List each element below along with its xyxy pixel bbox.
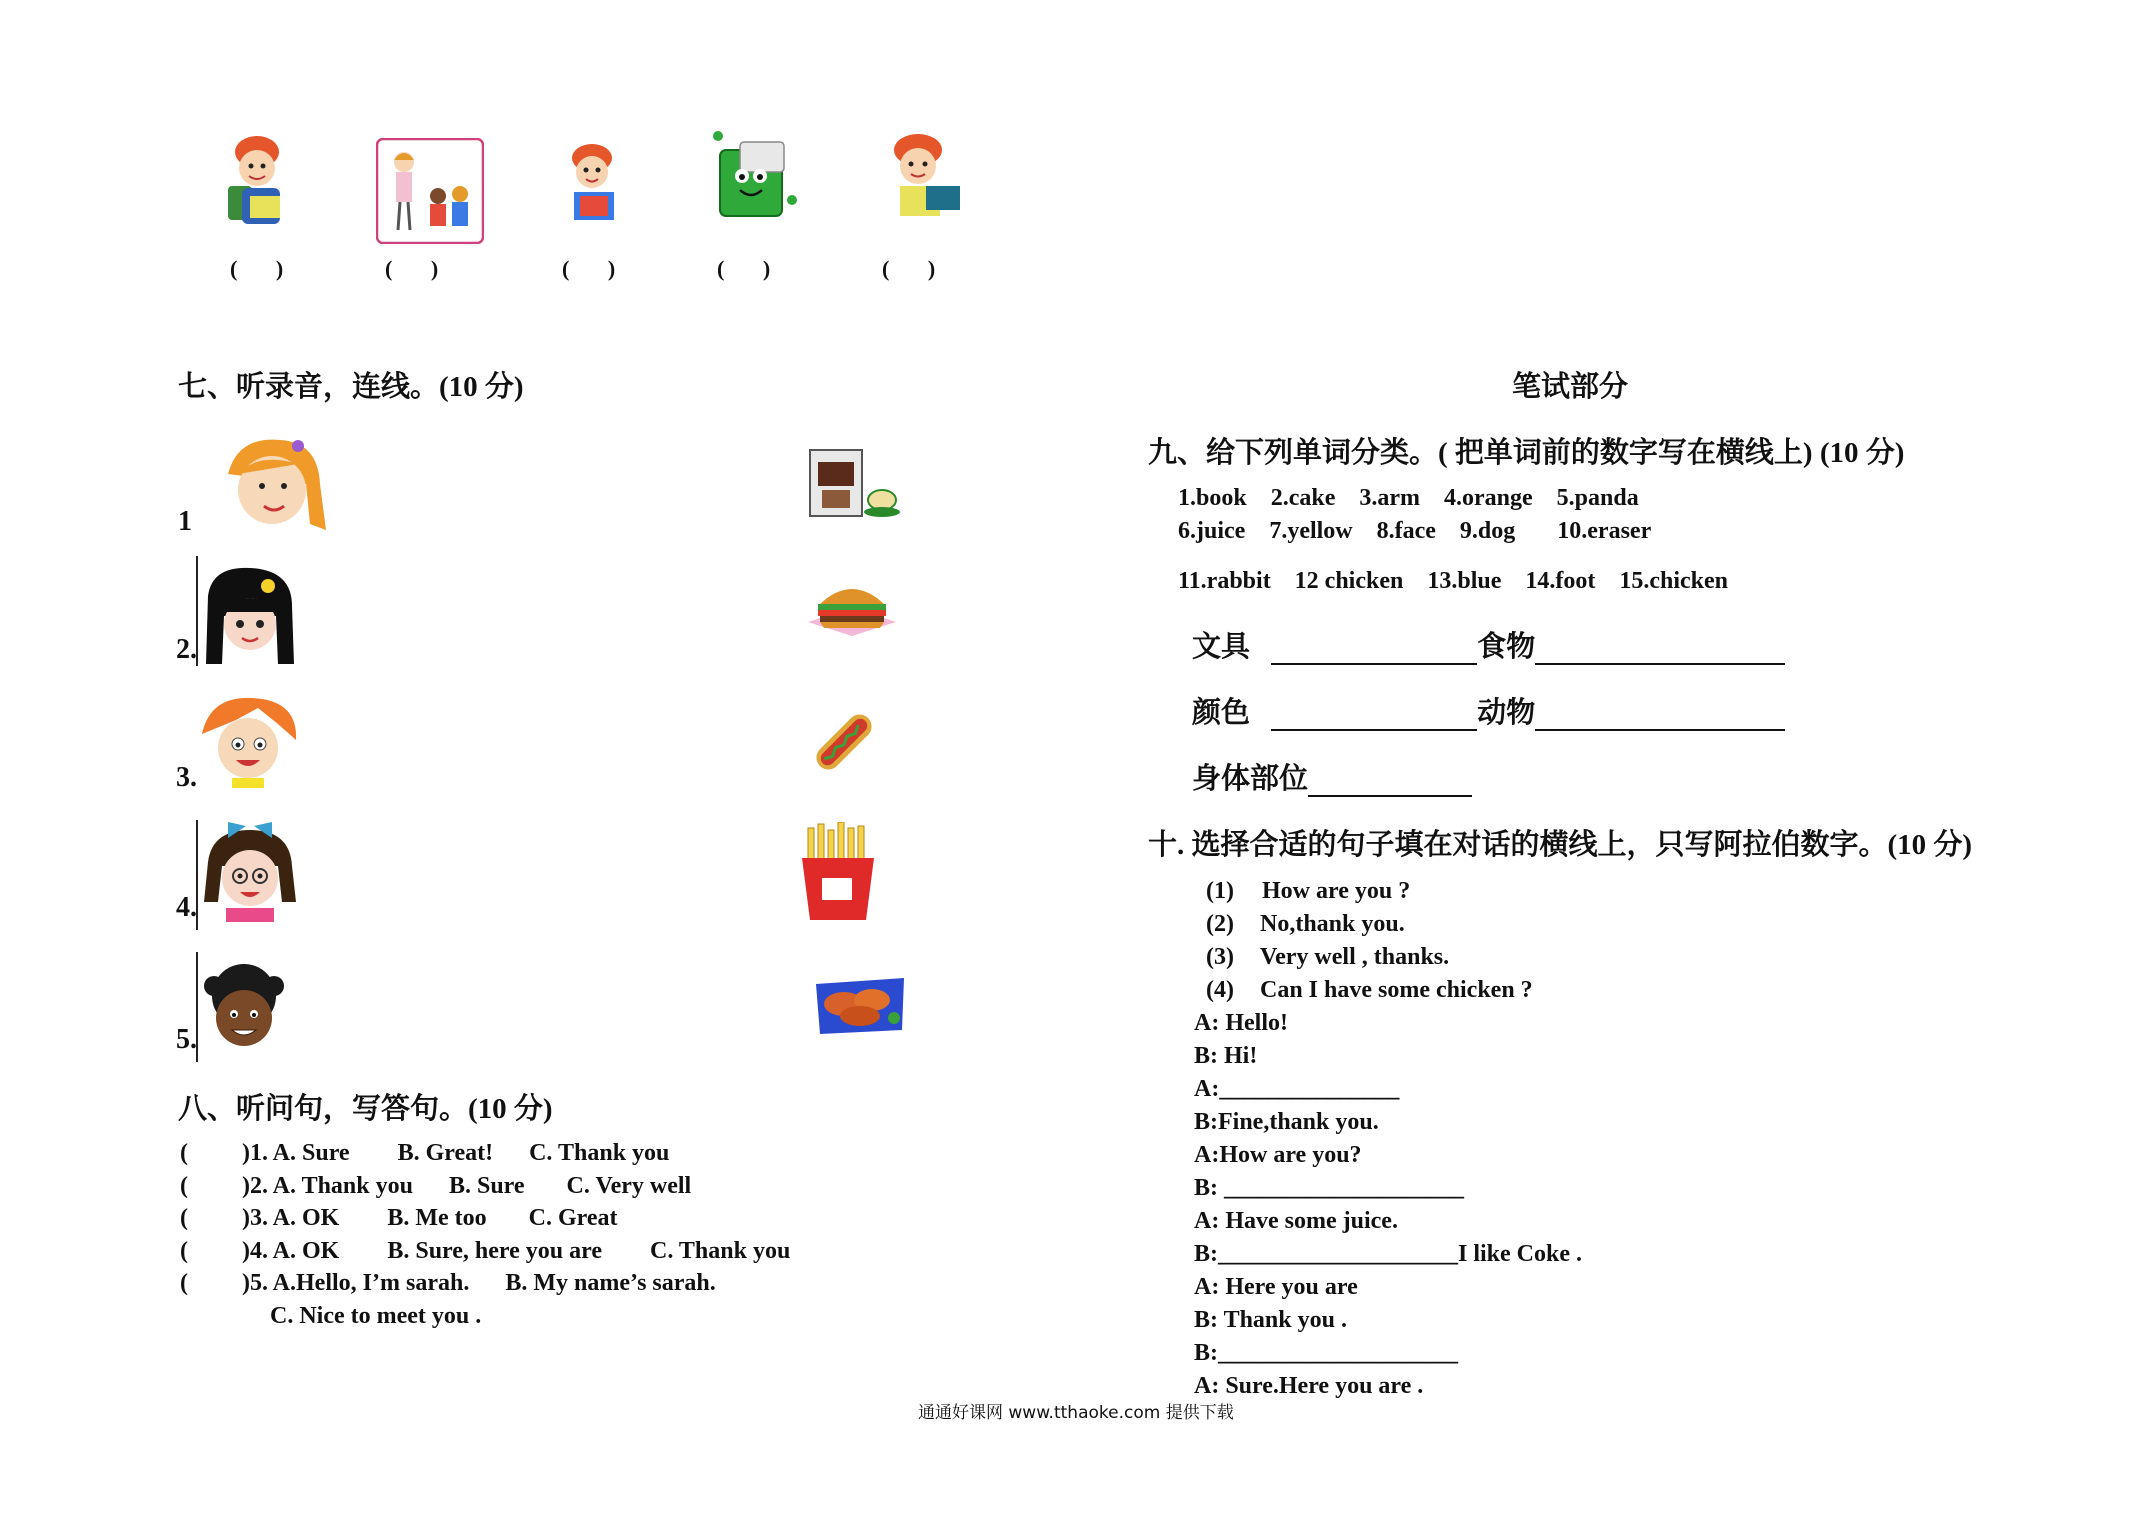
category-row-1 xyxy=(1192,624,1785,665)
answer-paren[interactable]: ( xyxy=(180,1238,188,1264)
match-number-2: 2. xyxy=(176,634,197,665)
match-number-5: 5. xyxy=(176,1024,197,1055)
roast-chicken-picture xyxy=(814,974,906,1041)
answer-paren[interactable]: ( xyxy=(180,1205,188,1231)
hotdog-picture xyxy=(808,702,880,787)
color-answer-line[interactable] xyxy=(1271,701,1477,731)
dialogue-line-8[interactable]: B:____________________I like Coke . xyxy=(1194,1241,1583,1267)
food-answer-line[interactable] xyxy=(1535,635,1785,665)
question-row-5-continuation: C. Nice to meet you . xyxy=(270,1303,482,1329)
option-text: Very well , thanks. xyxy=(1260,944,1450,970)
dialogue-line-5: A:How are you? xyxy=(1194,1142,1362,1168)
coffee-machine-picture xyxy=(808,448,900,525)
written-part-heading: 笔试部分 xyxy=(1512,371,1629,403)
question-row-5 xyxy=(180,1270,716,1297)
category-stationery-label: 文具 xyxy=(1192,631,1251,663)
match-number-4: 4. xyxy=(176,892,197,923)
category-food-label: 食物 xyxy=(1477,631,1536,663)
dialogue-line-7: A: Have some juice. xyxy=(1194,1208,1398,1234)
dialogue-line-4: B:Fine,thank you. xyxy=(1194,1109,1379,1135)
answer-parens-5[interactable]: ( ) xyxy=(882,256,936,281)
boy-ginger-hair-picture xyxy=(196,694,300,795)
question-row-2 xyxy=(180,1173,691,1200)
question-options: )2. A. Thank you B. Sure C. Very well xyxy=(242,1173,692,1199)
stationery-answer-line[interactable] xyxy=(1271,635,1477,665)
category-animal-label: 动物 xyxy=(1477,697,1536,729)
question-options: )5. A.Hello, I’m sarah. B. My name’s sarah. xyxy=(242,1270,716,1296)
answer-paren[interactable]: ( xyxy=(180,1270,188,1296)
option-4 xyxy=(1206,977,1533,1004)
section9-title: 九、给下列单词分类。( 把单词前的数字写在横线上) (10 分) xyxy=(1148,437,1905,469)
option-number: (3) xyxy=(1206,944,1234,970)
dialogue-line-10: B: Thank you . xyxy=(1194,1307,1347,1333)
section8-title: 八、听问句，写答句。(10 分) xyxy=(178,1093,553,1125)
dialogue-line-12: A: Sure.Here you are . xyxy=(1194,1373,1424,1399)
dialogue-line-6[interactable]: B: ____________________ xyxy=(1194,1175,1464,1201)
teacher-and-children-picture xyxy=(376,138,484,249)
question-row-4 xyxy=(180,1238,790,1265)
category-body-label: 身体部位 xyxy=(1192,763,1309,795)
answer-paren[interactable]: ( xyxy=(180,1140,188,1166)
dialogue-line-1: A: Hello! xyxy=(1194,1010,1288,1036)
option-3 xyxy=(1206,944,1449,971)
option-number: (1) xyxy=(1206,878,1234,904)
question-options: )4. A. OK B. Sure, here you are C. Thank you xyxy=(242,1238,791,1264)
answer-parens-1[interactable]: ( ) xyxy=(230,256,284,281)
french-fries-picture xyxy=(798,822,878,927)
section7-title: 七、听录音，连线。(10 分) xyxy=(178,371,524,403)
answer-paren[interactable]: ( xyxy=(180,1173,188,1199)
dialogue-line-11[interactable]: B:____________________ xyxy=(1194,1340,1458,1366)
match-number-1: 1 xyxy=(178,506,192,537)
word-list-row-2: 6.juice 7.yellow 8.face 9.dog 10.eraser xyxy=(1178,518,1652,544)
option-number: (2) xyxy=(1206,911,1234,937)
green-book-character-picture xyxy=(712,130,802,231)
girl-with-bow-picture xyxy=(198,822,302,929)
hamburger-picture xyxy=(806,578,898,645)
question-options: )3. A. OK B. Me too C. Great xyxy=(242,1205,618,1231)
body-answer-line[interactable] xyxy=(1308,767,1472,797)
footer-source-text: 通通好课网 www.tthaoke.com 提供下载 xyxy=(918,1403,1234,1423)
match-number-3: 3. xyxy=(176,762,197,793)
option-number: (4) xyxy=(1206,977,1234,1003)
option-1 xyxy=(1206,878,1410,905)
category-row-3 xyxy=(1192,756,1472,797)
girl-black-hair-picture xyxy=(202,566,298,671)
answer-parens-2[interactable]: ( ) xyxy=(385,256,439,281)
section10-title: 十. 选择合适的句子填在对话的横线上，只写阿拉伯数字。(10 分) xyxy=(1148,829,1973,861)
animal-answer-line[interactable] xyxy=(1535,701,1785,731)
word-list-row-3: 11.rabbit 12 chicken 13.blue 14.foot 15.chicken xyxy=(1178,568,1729,594)
dialogue-line-9: A: Here you are xyxy=(1194,1274,1358,1300)
option-text: Can I have some chicken ? xyxy=(1260,977,1533,1003)
boy-with-backpack-picture xyxy=(222,130,292,245)
option-text: How are you ? xyxy=(1262,878,1411,904)
question-options: )1. A. Sure B. Great! C. Thank you xyxy=(242,1140,670,1166)
boy-with-book-picture xyxy=(880,128,966,233)
option-2 xyxy=(1206,911,1405,938)
question-row-3 xyxy=(180,1205,618,1232)
category-row-2 xyxy=(1192,690,1785,731)
dialogue-line-2: B: Hi! xyxy=(1194,1043,1258,1069)
category-color-label: 颜色 xyxy=(1192,697,1251,729)
answer-parens-4[interactable]: ( ) xyxy=(717,256,771,281)
boy-with-accordion-picture xyxy=(558,138,628,237)
option-text: No,thank you. xyxy=(1260,911,1405,937)
question-row-1 xyxy=(180,1140,669,1167)
answer-parens-3[interactable]: ( ) xyxy=(562,256,616,281)
girl-ponytail-picture xyxy=(218,434,330,539)
word-list-row-1: 1.book 2.cake 3.arm 4.orange 5.panda xyxy=(1178,485,1639,511)
dialogue-line-3[interactable]: A:_______________ xyxy=(1194,1076,1400,1102)
boy-curly-hair-picture xyxy=(198,962,292,1065)
